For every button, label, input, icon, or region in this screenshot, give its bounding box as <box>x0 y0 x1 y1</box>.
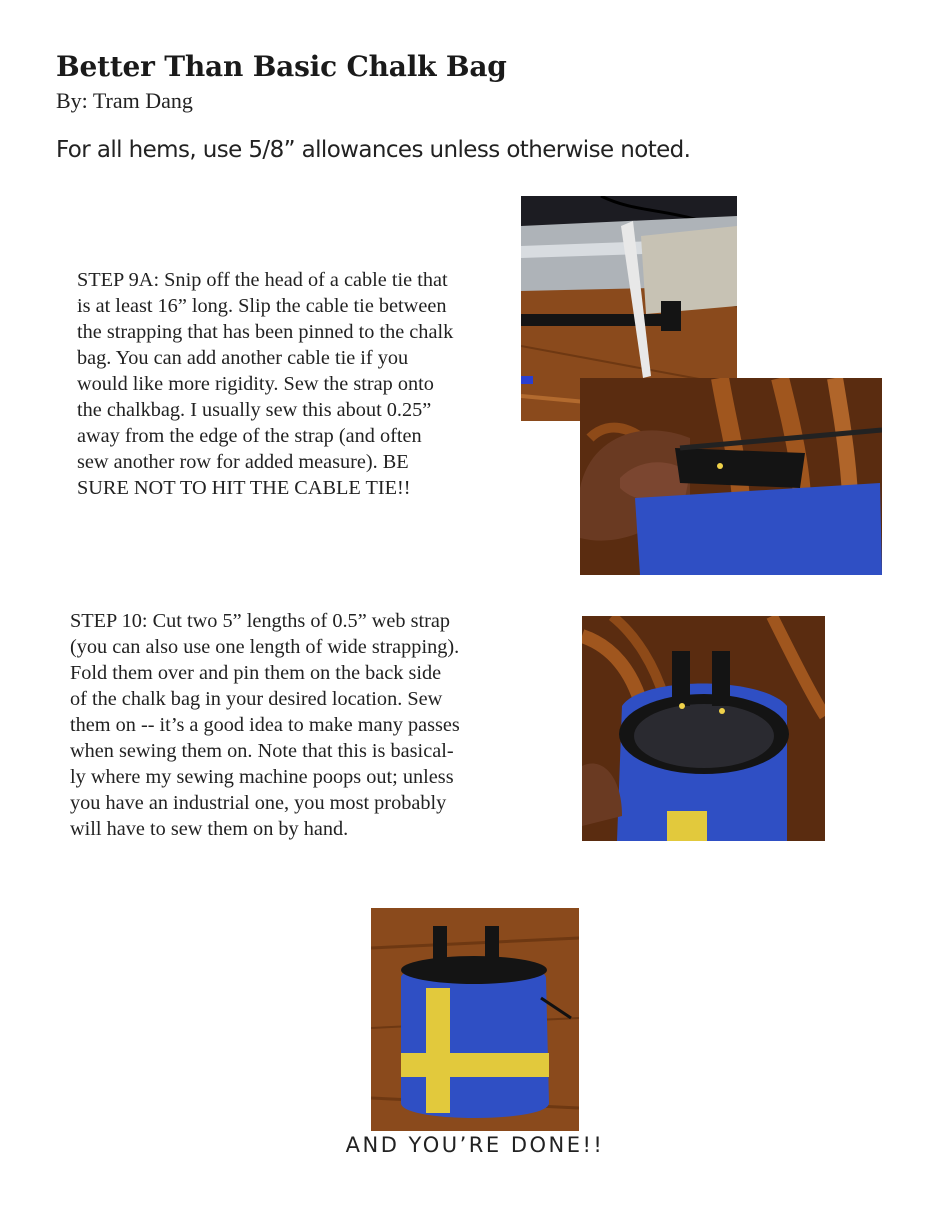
step-line: STEP 9A: Snip off the head of a cable tie that <box>77 269 448 291</box>
step-line: Fold them over and pin them on the back side <box>70 662 442 684</box>
step-line: the strapping that has been pinned to the chalk <box>77 321 454 343</box>
step-line: of the chalk bag in your desired location. Sew <box>70 688 443 710</box>
done-caption: AND YOU’RE DONE!! <box>345 1133 605 1157</box>
step-line: is at least 16” long. Slip the cable tie between <box>77 295 447 317</box>
step-10-text <box>70 608 510 842</box>
step-line: you have an industrial one, you most probably <box>70 792 447 814</box>
step-line: bag. You can add another cable tie if you <box>77 347 409 369</box>
hem-allowance-note: For all hems, use 5/8” allowances unless otherwise noted. <box>56 137 691 163</box>
bag-loops-photo <box>582 616 825 841</box>
step-line: will have to sew them on by hand. <box>70 818 349 840</box>
step-line: would like more rigidity. Sew the strap onto <box>77 373 434 395</box>
page-title: Better Than Basic Chalk Bag <box>56 50 507 83</box>
finished-chalk-bag-photo <box>371 908 579 1131</box>
step-line: away from the edge of the strap (and often <box>77 425 422 447</box>
step-line: STEP 10: Cut two 5” lengths of 0.5” web strap <box>70 610 451 632</box>
step-9a-text <box>77 267 497 501</box>
step-line: ly where my sewing machine poops out; unless <box>70 766 454 788</box>
step-line: the chalkbag. I usually sew this about 0.25” <box>77 399 432 421</box>
step-line: SURE NOT TO HIT THE CABLE TIE!! <box>77 477 411 499</box>
step-line: (you can also use one length of wide strapping). <box>70 636 460 658</box>
step-line: when sewing them on. Note that this is basical- <box>70 740 454 762</box>
author-byline: By: Tram Dang <box>56 88 193 113</box>
step-line: sew another row for added measure). BE <box>77 451 409 473</box>
step-line: them on -- it’s a good idea to make many passes <box>70 714 460 736</box>
strap-with-cable-tie-photo <box>580 378 882 575</box>
